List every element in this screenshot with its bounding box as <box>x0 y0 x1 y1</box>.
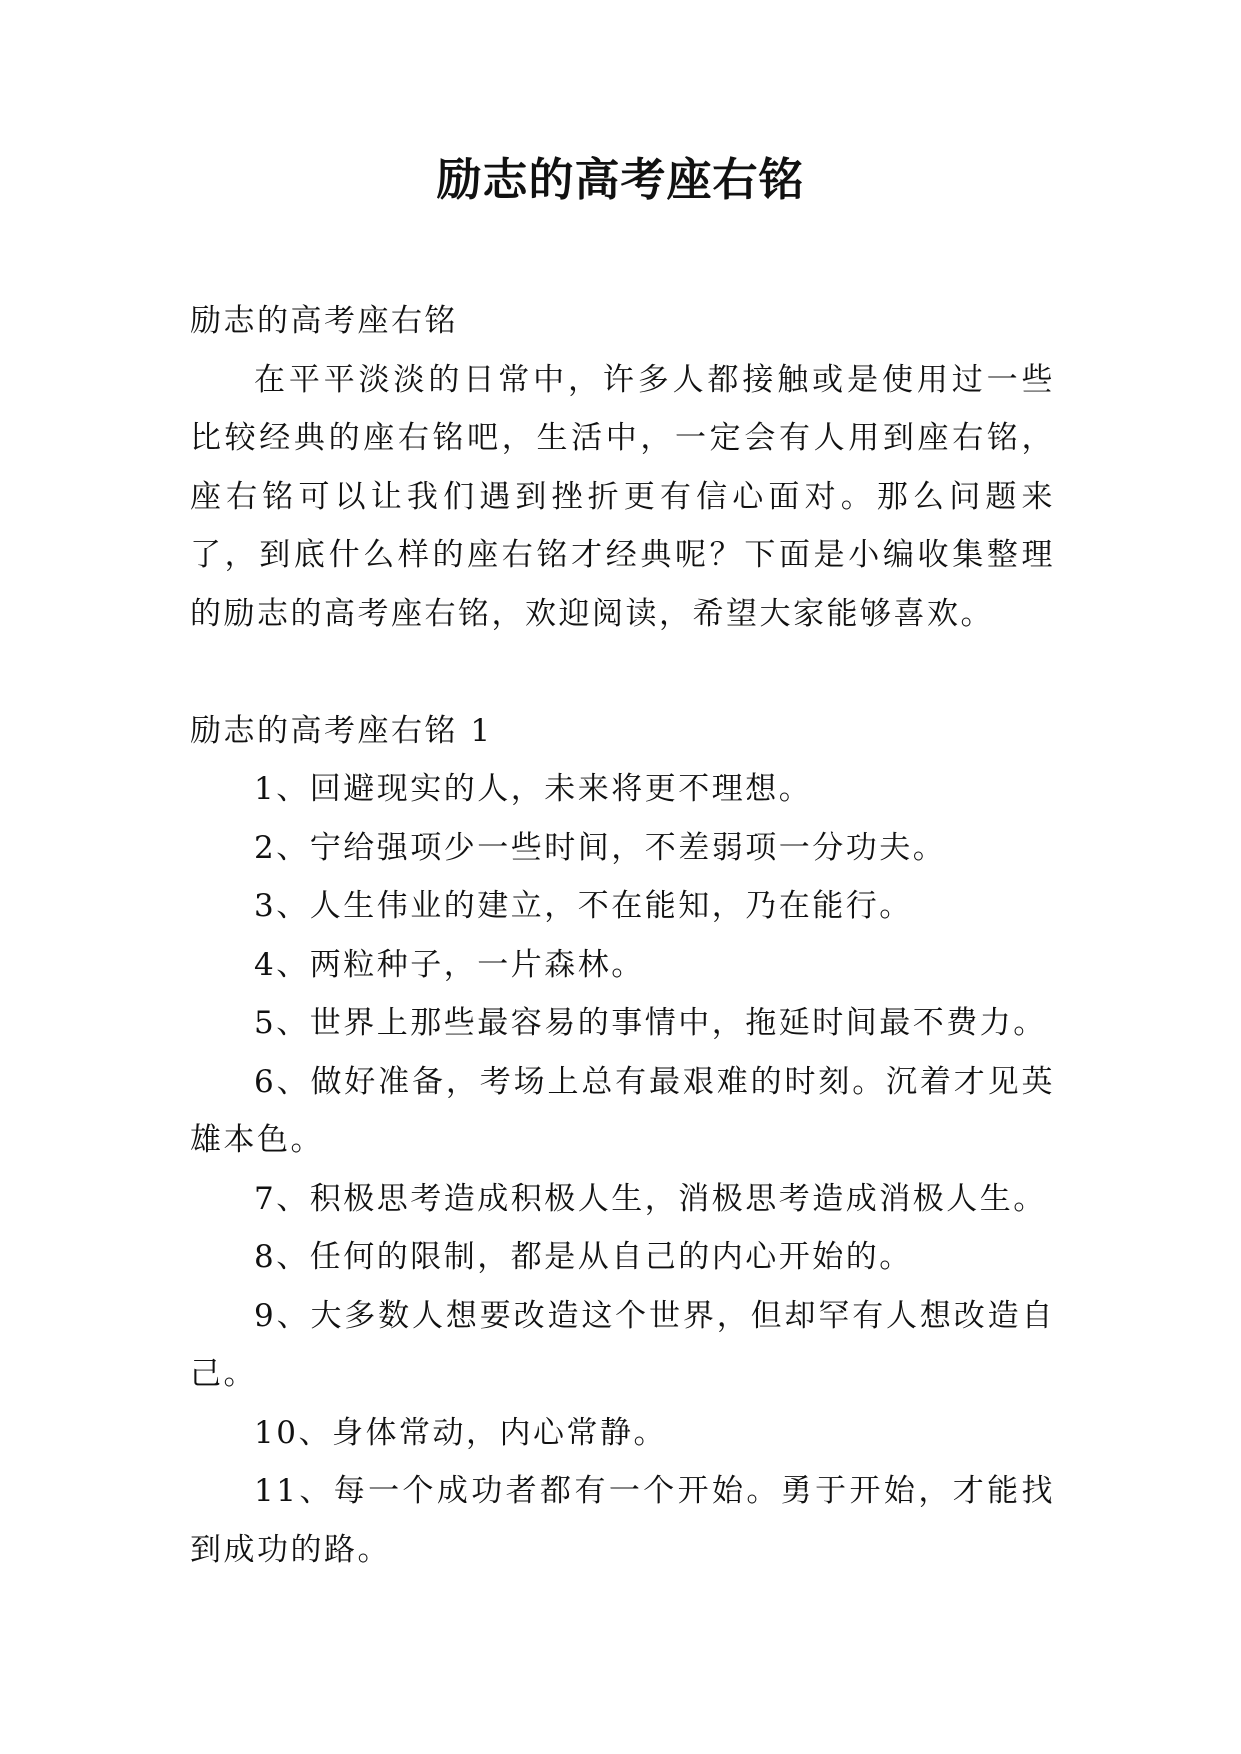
paragraph-spacer <box>190 643 1055 702</box>
motto-item: 6、做好准备，考场上总有最艰难的时刻。沉着才见英雄本色。 <box>190 1063 1055 1158</box>
motto-item: 11、每一个成功者都有一个开始。勇于开始，才能找到成功的路。 <box>190 1473 1055 1568</box>
motto-item: 1、回避现实的人，未来将更不理想。 <box>254 771 813 807</box>
motto-item: 2、宁给强项少一些时间，不差弱项一分功夫。 <box>254 829 947 866</box>
motto-item: 8、任何的限制，都是从自己的内心开始的。 <box>254 1239 913 1275</box>
motto-item: 3、人生伟业的建立，不在能知，乃在能行。 <box>254 888 913 924</box>
motto-item: 4、两粒种子，一片森林。 <box>254 946 645 983</box>
document-title: 励志的高考座右铭 <box>436 153 805 206</box>
motto-item: 7、积极思考造成积极人生，消极思考造成消极人生。 <box>254 1180 1047 1217</box>
motto-item: 5、世界上那些最容易的事情中，拖延时间最不费力。 <box>254 1005 1047 1041</box>
motto-item: 9、大多数人想要改造这个世界，但却罕有人想改造自己。 <box>190 1297 1055 1392</box>
section-heading-1: 励志的高考座右铭 1 <box>190 712 493 749</box>
intro-paragraph: 在平平淡淡的日常中，许多人都接触或是使用过一些比较经典的座右铭吧，生活中，一定会有人用到座右铭，座右铭可以让我们遇到挫折更有信心面对。那么问题来了，到底什么样的座右铭才经典呢？下面是小编收集整理的励志的高考座右铭，欢迎阅读，希望大家能够喜欢。 <box>190 361 1055 632</box>
document-body <box>190 292 1055 1579</box>
motto-item: 10、身体常动，内心常静。 <box>254 1414 667 1451</box>
section-heading-intro: 励志的高考座右铭 <box>190 303 458 339</box>
